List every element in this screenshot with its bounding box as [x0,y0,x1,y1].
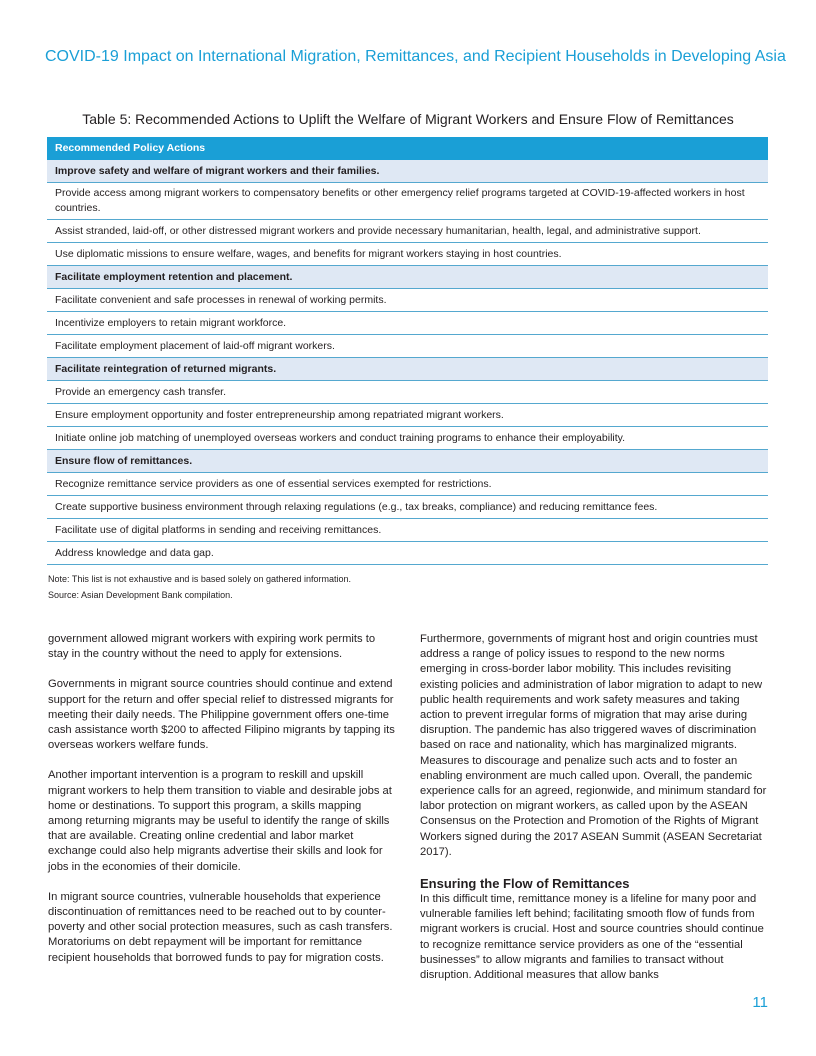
table-cell: Facilitate employment placement of laid-off migrant workers. [47,335,768,358]
table-cell: Address knowledge and data gap. [47,542,768,565]
table-cell: Create supportive business environment through relaxing regulations (e.g., tax breaks, compliance) and reducing remittance fees. [47,496,768,519]
section-heading: Ensure flow of remittances. [47,450,768,473]
table-cell: Initiate online job matching of unemployed overseas workers and conduct training programs to enhance their employability. [47,427,768,450]
table-note: Note: This list is not exhaustive and is based solely on gathered information. [48,574,352,584]
table-row [47,220,768,243]
body-paragraph: In this difficult time, remittance money is a lifeline for many poor and vulnerable families left behind; facilitating smooth flow of funds from migrant workers is crucial. Host and source countries should continue to recognize remittance service providers as one of the “essential businesses” to allow migrants and families to transact without disruption. Additional measures that allow banks [420,893,764,982]
table-cell: Ensure employment opportunity and foster entrepreneurship among repatriated migrant workers. [47,404,768,427]
body-paragraph: In migrant source countries, vulnerable households that experience discontinuation of remittances need to be reached out to by counter-poverty and other social protection measures, such as cash transfers. Moratoriums on debt repayment will be important for remittance recipient households that borrowed funds to pay for migration costs. [48,890,393,964]
table-row [47,335,768,358]
table-section-row [47,160,768,183]
table-section-row [47,358,768,381]
table-cell: Recognize remittance service providers as one of essential services exempted for restrictions. [47,473,768,496]
section-subheading: Ensuring the Flow of Remittances [420,876,630,892]
section-heading: Improve safety and welfare of migrant workers and their families. [47,160,768,183]
section-heading: Facilitate employment retention and placement. [47,266,768,289]
running-header: COVID-19 Impact on International Migration, Remittances, and Recipient Households in Developing Asia [45,48,786,65]
table-row [47,542,768,565]
table-section-row [47,266,768,289]
table-row [47,381,768,404]
body-paragraph: Another important intervention is a program to reskill and upskill migrant workers to help them transition to viable and desirable jobs at home or destinations. To support this program, a skills mapping among returning migrants may be useful to identify the range of skills that are available. Creating online credential and labor market exchange could also help migrants advertise their skills and look for jobs in the economies of their domicile. [48,769,392,873]
body-paragraph: Furthermore, governments of migrant host and origin countries must address a range of policy issues to respond to the new norms emerging in cross-border labor mobility. This includes revisiting existing policies and administration of labor migration to adapt to new public health requirements and work safety measures and taking action to prevent irregular forms of migration that may arise during disruption. The pandemic has also triggered waves of discrimination based on race and nationality, which has marginalized migrants. Measures to discourage and penalize such acts and to foster an enabling environment are much called upon. Overall, the pandemic experience calls for an agreed, regionwide, and minimum standard for labor protection on migrant workers, as called upon by the ASEAN Consensus on the Protection and Promotion of the Rights of Migrant Workers signed during the 2017 ASEAN Summit (ASEAN Secretariat 2017). [420,633,767,858]
table-cell: Use diplomatic missions to ensure welfare, wages, and benefits for migrant workers staying in host countries. [47,243,768,266]
table-row [47,496,768,519]
table-row [47,312,768,335]
table-column-header: Recommended Policy Actions [47,137,768,160]
page-number: 11 [752,994,768,1011]
table-row [47,427,768,450]
table-cell: Provide an emergency cash transfer. [47,381,768,404]
table-source: Source: Asian Development Bank compilation. [48,590,233,600]
table-cell: Assist stranded, laid-off, or other distressed migrant workers and provide necessary humanitarian, health, legal, and administrative support. [47,220,768,243]
table-row [47,519,768,542]
table-row [47,289,768,312]
table-cell: Provide access among migrant workers to compensatory benefits or other emergency relief programs targeted at COVID-19-affected workers in host countries. [47,183,768,220]
body-paragraph: Governments in migrant source countries should continue and extend support for the return and offer special relief to distressed migrants for meeting their daily needs. The Philippine government offers one-time cash assistance worth $200 to affected Filipino migrants by tapping its overseas workers welfare funds. [48,678,395,752]
right-column [420,632,770,998]
table-cell: Incentivize employers to retain migrant workforce. [47,312,768,335]
table-section-row [47,450,768,473]
body-paragraph: government allowed migrant workers with expiring work permits to stay in the country without the need to apply for extensions. [48,633,376,661]
table-cell: Facilitate use of digital platforms in sending and receiving remittances. [47,519,768,542]
section-heading: Facilitate reintegration of returned migrants. [47,358,768,381]
table-notes [48,571,351,603]
left-column [48,632,398,981]
table-title: Table 5: Recommended Actions to Uplift the Welfare of Migrant Workers and Ensure Flow of Remittances [82,111,734,127]
policy-actions-table [47,137,768,565]
table-row [47,183,768,220]
table-row [47,473,768,496]
table-row [47,404,768,427]
table-cell: Facilitate convenient and safe processes in renewal of working permits. [47,289,768,312]
table-header-row [47,137,768,160]
table-row [47,243,768,266]
